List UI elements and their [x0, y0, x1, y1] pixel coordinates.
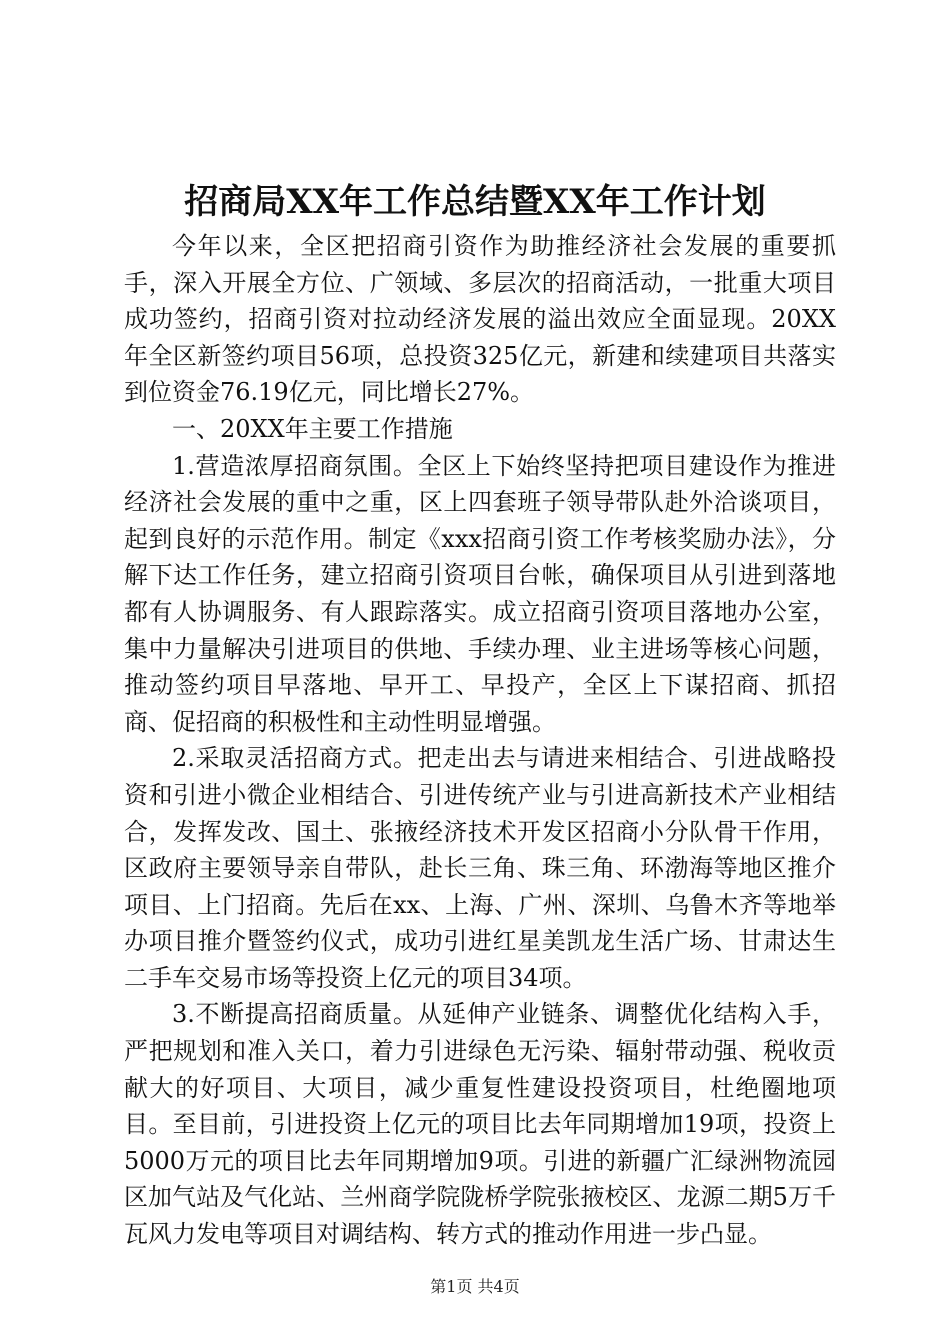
- section-heading: 一、20XX年主要工作措施: [172, 414, 453, 443]
- paragraph-intro: 今年以来，全区把招商引资作为助推经济社会发展的重要抓手，深入开展全方位、广领域、多层次的招商活动，一批重大项目成功签约，招商引资对拉动经济发展的溢出效应全面显现。20XX年全区新签约项目56项，总投资325亿元，新建和续建项目共落实到位资金76.19亿元，同比增长27%。: [124, 232, 836, 407]
- document-title: 招商局XX年工作总结暨XX年工作计划: [184, 182, 766, 222]
- page-footer: 第1页 共4页: [430, 1277, 520, 1296]
- document-body: [124, 228, 836, 1253]
- paragraph-measure-3: 3.不断提高招商质量。从延伸产业链条、调整优化结构入手，严把规划和准入关口，着力引进绿色无污染、辐射带动强、税收贡献大的好项目、大项目，减少重复性建设投资项目，杜绝圈地项目。至目前，引进投资上亿元的项目比去年同期增加19项，投资上5000万元的项目比去年同期增加9项。引进的新疆广汇绿洲物流园区加气站及气化站、兰州商学院陇桥学院张掖校区、龙源二期5万千瓦风力发电等项目对调结构、转方式的推动作用进一步凸显。: [124, 1000, 836, 1249]
- paragraph-measure-2: 2.采取灵活招商方式。把走出去与请进来相结合、引进战略投资和引进小微企业相结合、引进传统产业与引进高新技术产业相结合，发挥发改、国土、张掖经济技术开发区招商小分队骨干作用，区政府主要领导亲自带队，赴长三角、珠三角、环渤海等地区推介项目、上门招商。先后在xx、上海、广州、深圳、乌鲁木齐等地举办项目推介暨签约仪式，成功引进红星美凯龙生活广场、甘肃达生二手车交易市场等投资上亿元的项目34项。: [124, 744, 836, 992]
- paragraph-measure-1: 1.营造浓厚招商氛围。全区上下始终坚持把项目建设作为推进经济社会发展的重中之重，区上四套班子领导带队赴外洽谈项目，起到良好的示范作用。制定《xxx招商引资工作考核奖励办法》，分解下达工作任务，建立招商引资项目台帐，确保项目从引进到落地都有人协调服务、有人跟踪落实。成立招商引资项目落地办公室，集中力量解决引进项目的供地、手续办理、业主进场等核心问题，推动签约项目早落地、早开工、早投产，全区上下谋招商、抓招商、促招商的积极性和主动性明显增强。: [124, 451, 836, 736]
